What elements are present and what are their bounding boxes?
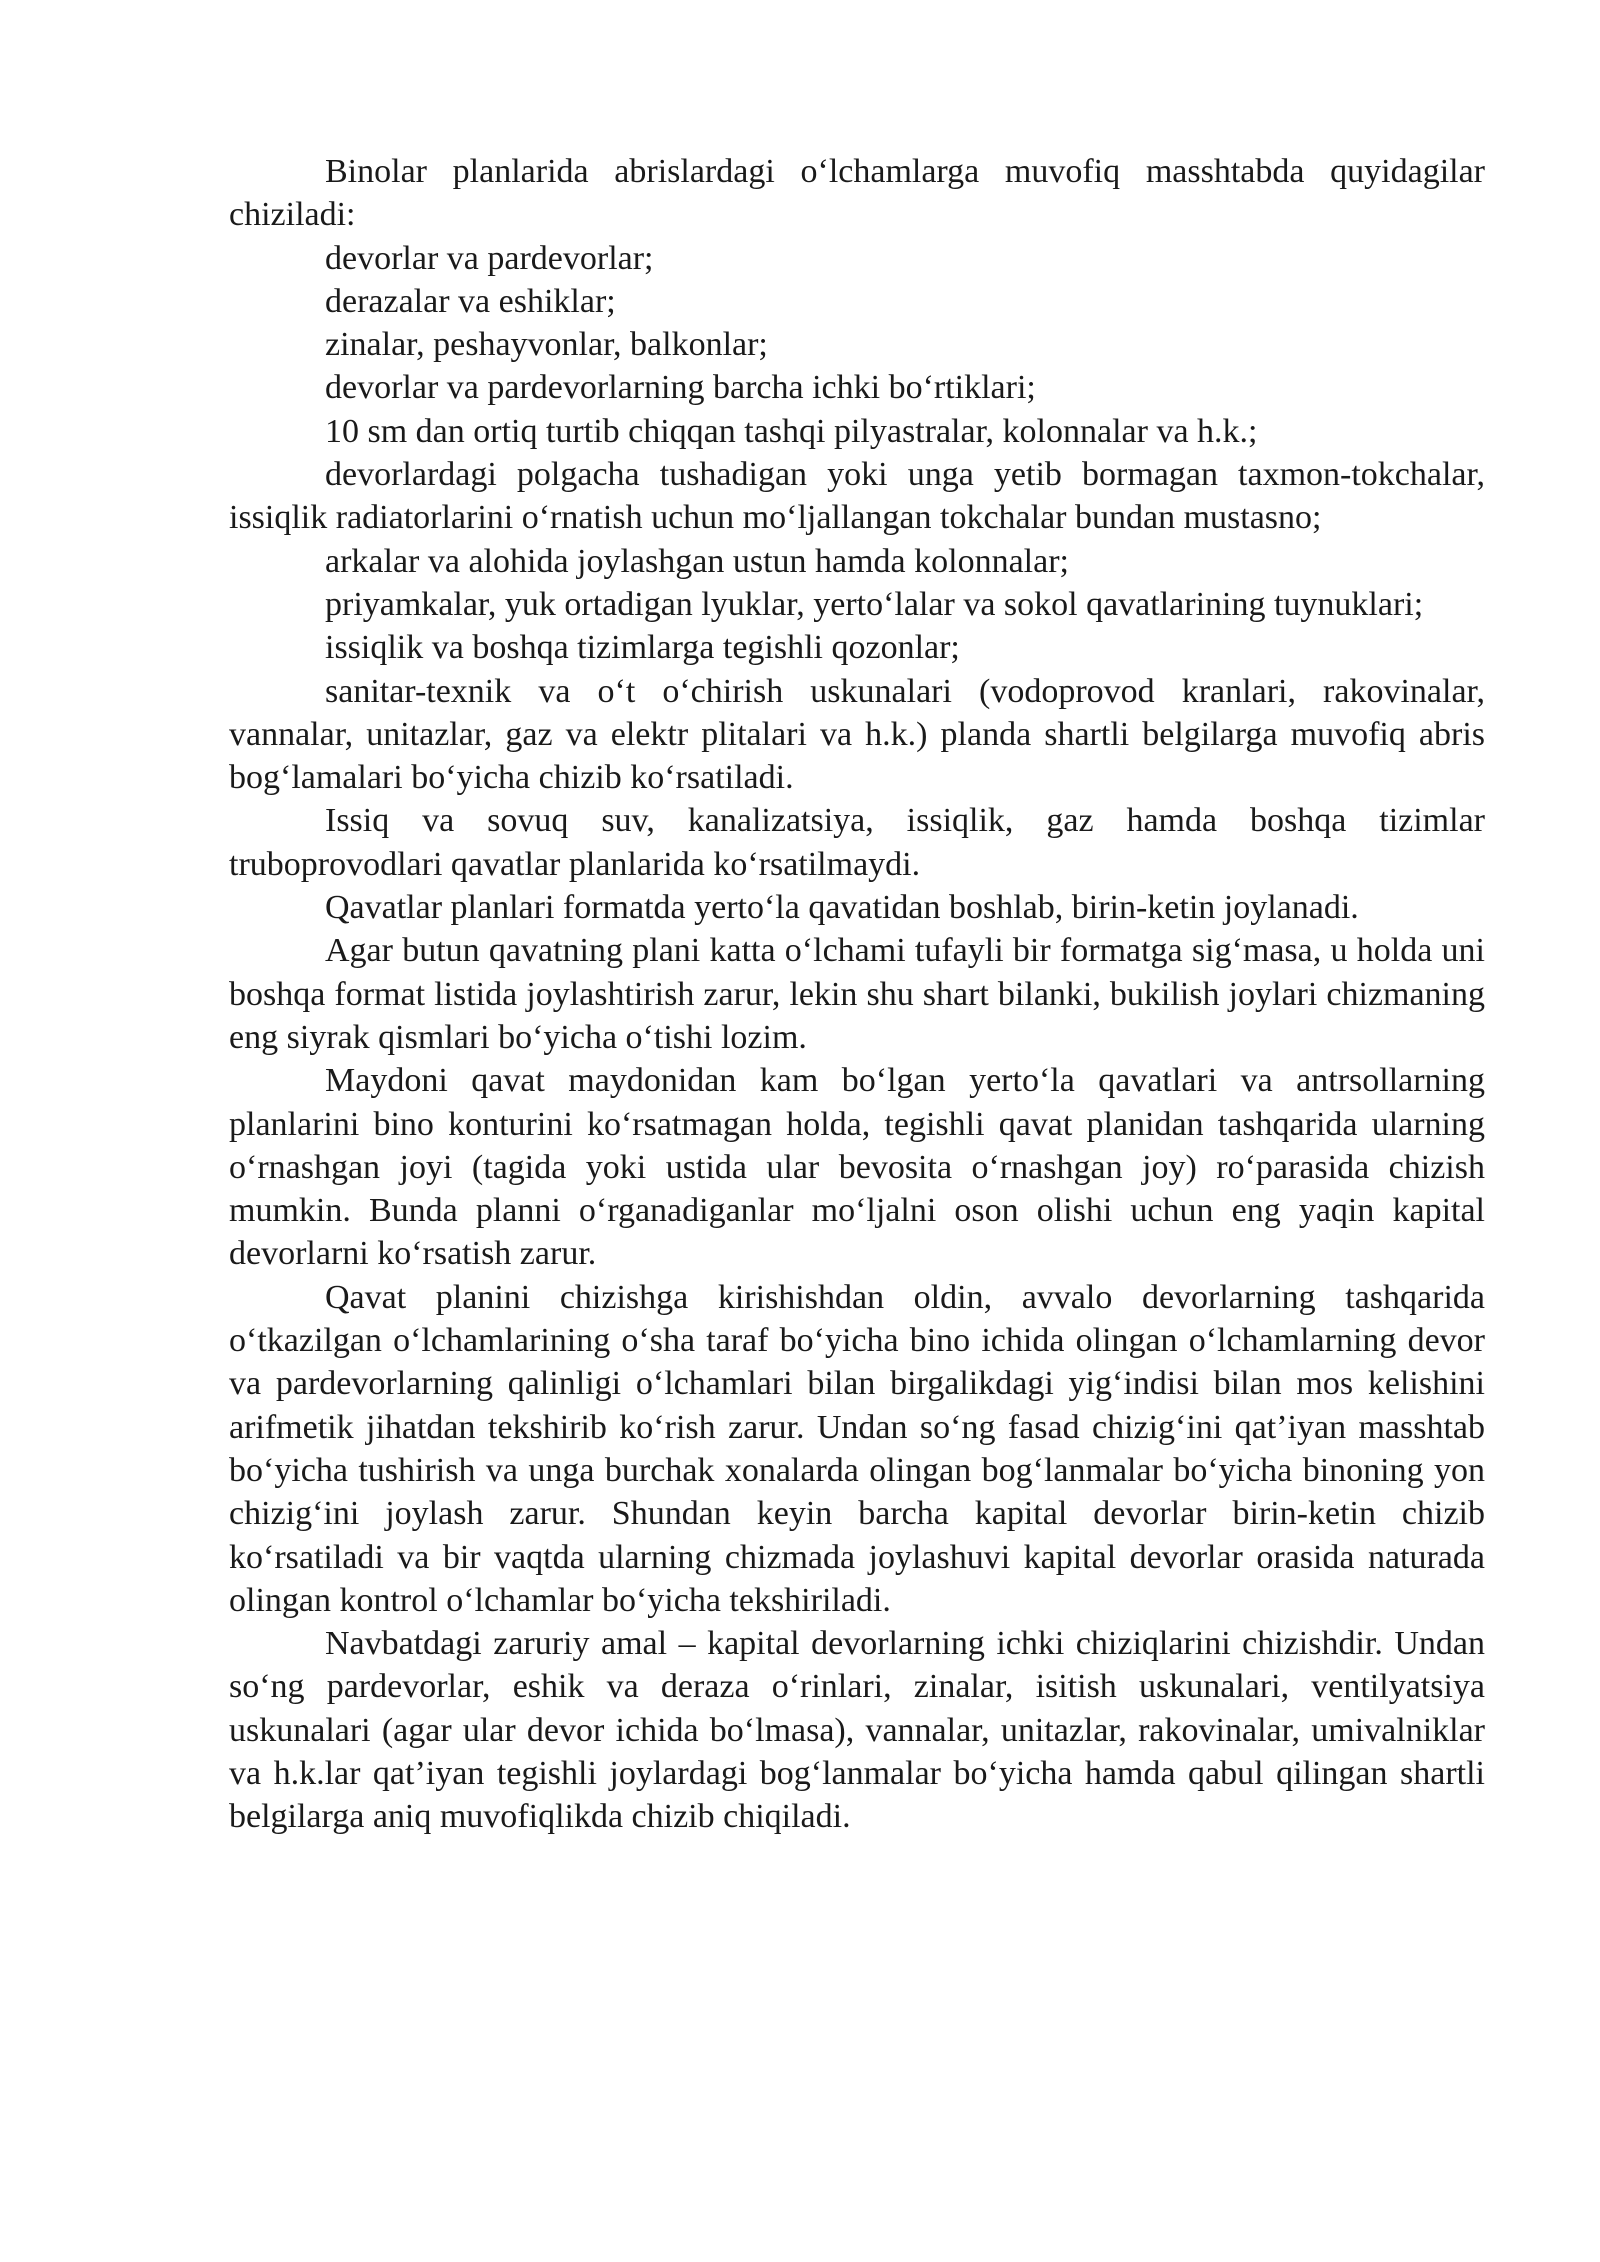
list-item-pilasters: 10 sm dan ortiq turtib chiqqan tashqi pilyastralar, kolonnalar va h.k.; xyxy=(325,412,1258,450)
list-item-walls: devorlar va pardevorlar; xyxy=(325,239,654,277)
list-item-arches-columns: arkalar va alohida joylashgan ustun hamda kolonnalar; xyxy=(325,542,1069,580)
document-body xyxy=(229,150,1485,1839)
paragraph-pipelines: Issiq va sovuq suv, kanalizatsiya, issiqlik, gaz hamda boshqa tizimlar truboprovodlari qavatlar planlarida ko‘rsatilmaydi. xyxy=(229,802,1485,883)
paragraph-basements-mezzanines: Maydoni qavat maydonidan kam bo‘lgan yerto‘la qavatlari va antrsollarning planlarini bino konturini ko‘rsatmagan holda, tegishli qavat planidan tashqarida ularning o‘rnashgan joyi (tagida yoki ustida ular bevosita o‘rnashgan joy) ro‘parasida chizish mumkin. Bunda planni o‘rganadiganlar mo‘ljalni oson olishi uchun eng yaqin kapital devorlarni ko‘rsatish zarur. xyxy=(229,1062,1485,1273)
list-item-sanitary-equipment: sanitar-texnik va o‘t o‘chirish uskunalari (vodoprovod kranlari, rakovinalar, vannalar, unitazlar, gaz va elektr plitalari va h.k.) planda shartli belgilarga muvofiq abris bog‘lamalari bo‘yicha chizib ko‘rsatiladi. xyxy=(229,672,1485,797)
list-item-pits-hatches: priyamkalar, yuk ortadigan lyuklar, yerto‘lalar va sokol qavatlarining tuynuklari; xyxy=(325,585,1424,623)
list-item-stairs-balconies: zinalar, peshayvonlar, balkonlar; xyxy=(325,326,768,364)
paragraph-intro: Binolar planlarida abrislardagi o‘lchamlarga muvofiq masshtabda quyidagilar chiziladi: xyxy=(229,153,1485,234)
paragraph-floor-order: Qavatlar planlari formatda yerto‘la qavatidan boshlab, birin-ketin joylanadi. xyxy=(325,889,1359,927)
list-item-niches: devorlardagi polgacha tushadigan yoki unga yetib bormagan taxmon-tokchalar, issiqlik radiatorlarini o‘rnatish uchun mo‘ljallangan tokchalar bundan mustasno; xyxy=(229,456,1485,537)
list-item-boilers: issiqlik va boshqa tizimlarga tegishli qozonlar; xyxy=(325,629,960,667)
paragraph-large-floor: Agar butun qavatning plani katta o‘lchami tufayli bir formatga sig‘masa, u holda uni boshqa format listida joylashtirish zarur, lekin shu shart bilanki, bukilish joylari chizmaning eng siyrak qismlari bo‘yicha o‘tishi lozim. xyxy=(229,932,1485,1056)
list-item-wall-projections: devorlar va pardevorlarning barcha ichki bo‘rtiklari; xyxy=(325,369,1036,407)
list-item-windows-doors: derazalar va eshiklar; xyxy=(325,282,616,320)
paragraph-next-steps: Navbatdagi zaruriy amal – kapital devorlarning ichki chiziqlarini chizishdir. Undan so‘ng pardevorlar, eshik va deraza o‘rinlari, zinalar, isitish uskunalari, ventilyatsiya uskunalari (agar ular devor ichida bo‘lmasa), vannalar, unitazlar, rakovinalar, umivalniklar va h.k.lar qat’iyan tegishli joylardagi bog‘lanmalar bo‘yicha hamda qabul qilingan shartli belgilarga aniq muvofiqlikda chizib chiqiladi. xyxy=(229,1625,1485,1836)
paragraph-drawing-check: Qavat planini chizishga kirishishdan oldin, avvalo devorlarning tashqarida o‘tkazilgan o‘lchamlarining o‘sha taraf bo‘yicha bino ichida olingan o‘lchamlarning devor va pardevorlarning qalinligi o‘lchamlari bilan birgalikdagi yig‘indisi bilan mos kelishini arifmetik jihatdan tekshirib ko‘rish zarur. Undan so‘ng fasad chizig‘ini qat’iyan masshtab bo‘yicha tushirish va unga burchak xonalarda olingan bog‘lanmalar bo‘yicha binoning yon chizig‘ini joylash zarur. Shundan keyin barcha kapital devorlar birin-ketin chizib ko‘rsatiladi va bir vaqtda ularning chizmada joylashuvi kapital devorlar orasida naturada olingan kontrol o‘lchamlar bo‘yicha tekshiriladi. xyxy=(229,1278,1485,1619)
